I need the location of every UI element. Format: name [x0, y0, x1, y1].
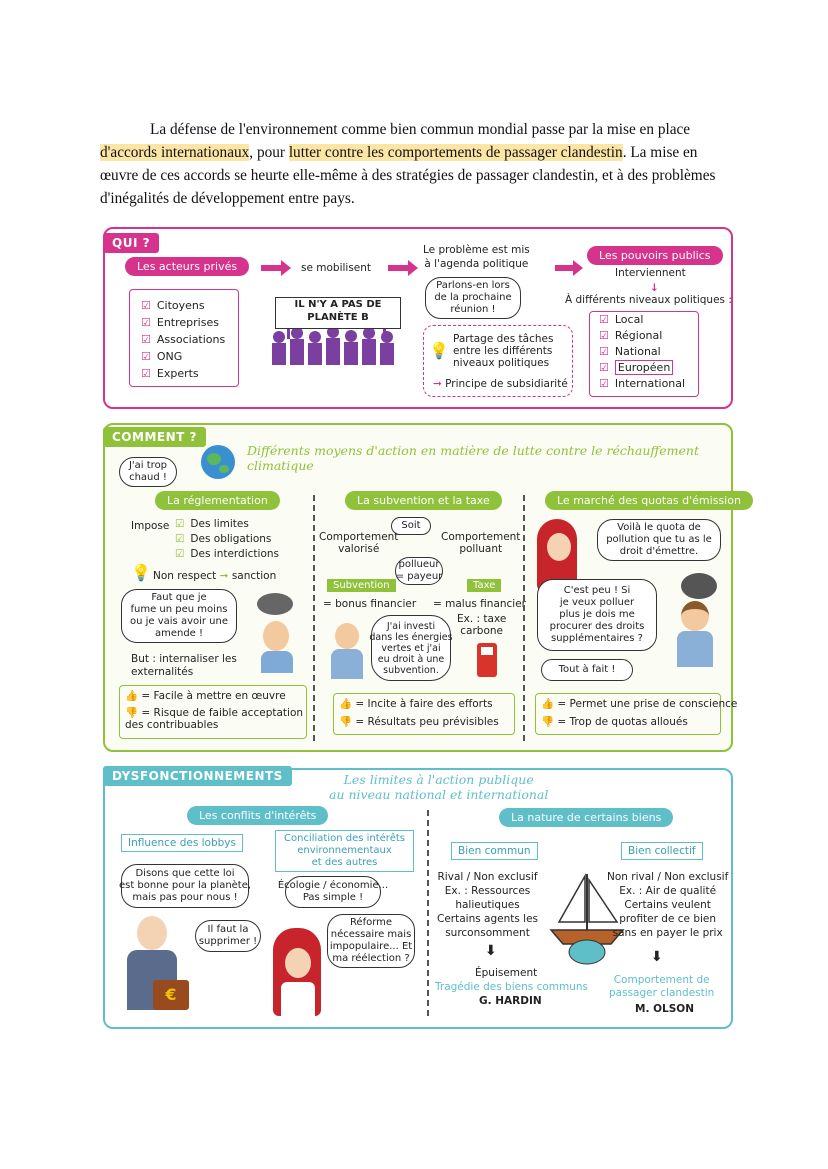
conciliation-box: Conciliation des intérêts environnementaux et des autres — [275, 830, 414, 872]
lightbulb-icon: 💡 — [429, 341, 449, 360]
olson: M. OLSON — [635, 1003, 694, 1015]
down-arrow-icon: ⬇ — [651, 949, 663, 965]
reg-plus: 👍 = Facile à mettre en œuvre — [125, 690, 286, 702]
list-item: ☑ ONG — [141, 350, 183, 363]
soit-bubble: Soit — [391, 517, 431, 535]
list-item: ☑ Local — [599, 313, 644, 326]
pollueur-payeur-bubble: pollueur = payeur — [395, 557, 443, 585]
reunion-bubble: Parlons-en lors de la prochaine réunion ! — [425, 277, 521, 319]
lobbyist-illustration — [121, 916, 191, 1016]
intro-text: . La mise en œuvre de ces accords se heurte elle-même à des stratégies de passager clandestin, et à des problèmes d'inégalités de développement entre pays. — [100, 144, 716, 207]
sub-plus: 👍 = Incite à faire des efforts — [339, 698, 493, 710]
subsidiarite: ➞ Principe de subsidiarité — [433, 378, 568, 390]
hardin: G. HARDIN — [479, 995, 542, 1007]
marianne-illustration — [267, 928, 327, 1020]
subvention-bubble: J'ai investi dans les énergies vertes et j'ai eu droit à une subvention. — [371, 615, 451, 681]
interviennent: Interviennent — [615, 267, 686, 279]
taxe-label: Taxe — [467, 579, 501, 592]
bien-collectif-box: Bien collectif — [621, 842, 703, 860]
divider — [313, 495, 315, 741]
bien-commun-text: Rival / Non exclusif Ex. : Ressources halieutiques Certains agents les surconsomment — [437, 871, 539, 939]
thumbs-up-icon: 👍 — [339, 698, 353, 710]
list-item: ☑ Régional — [599, 329, 663, 342]
passager-clandestin: Comportement de passager clandestin — [609, 974, 715, 999]
arrow-icon: ➞ — [219, 570, 229, 582]
tout-a-fait-bubble: Tout à fait ! — [541, 659, 633, 681]
divider — [427, 810, 429, 1016]
down-arrow-icon: ↓ — [650, 282, 659, 294]
tragedie: Tragédie des biens communs — [435, 981, 588, 993]
ex-taxe-carbone: Ex. : taxe carbone — [457, 613, 507, 637]
epuisement: Épuisement — [475, 967, 538, 979]
impose: Impose — [131, 520, 170, 532]
reg-minus: 👎 = Risque de faible acceptation des contribuables — [125, 707, 304, 731]
reg-list — [175, 517, 279, 562]
dysfonctionnements-panel — [103, 768, 733, 1029]
acteurs-prives-pill: Les acteurs privés — [125, 257, 249, 276]
arrow-icon: ➞ — [433, 378, 446, 390]
quotas-pill: Le marché des quotas d'émission — [545, 491, 753, 510]
non-respect: Non respect ➞ sanction — [153, 570, 277, 582]
qui-tag: QUI ? — [103, 233, 159, 253]
arrow-icon — [388, 265, 410, 271]
intro-text: La défense de l'environnement comme bien commun mondial passe par la mise en place — [150, 121, 691, 138]
sub-minus: 👎 = Résultats peu prévisibles — [339, 716, 499, 728]
differents-niveaux: À différents niveaux politiques : — [565, 294, 732, 306]
thumbs-down-icon: 👎 — [541, 716, 555, 728]
ecologie-bubble: Écologie / économie... Pas simple ! — [285, 876, 381, 908]
down-arrow-icon: ⬇ — [485, 943, 497, 959]
thumbs-down-icon: 👎 — [339, 716, 353, 728]
comportement-valorise: Comportement valorisé — [319, 531, 399, 555]
list-item: ☑ Entreprises — [141, 316, 219, 329]
list-item: ☑ International — [599, 377, 686, 390]
list-item: ☑ Des interdictions — [175, 548, 279, 560]
bien-collectif-text: Non rival / Non exclusif Ex. : Air de qualité Certains veulent profiter de ce bien sans en payer le prix — [607, 871, 729, 939]
list-item: ☑ Associations — [141, 333, 226, 346]
dys-title: Les limites à l'action publique au niveau national et international — [329, 772, 549, 802]
but-internaliser: But : internaliser les externalités — [131, 653, 237, 678]
comment-tag: COMMENT ? — [103, 427, 206, 447]
list-item: ☑ Des limites — [175, 518, 249, 530]
loi-bubble: Disons que cette loi est bonne pour la planète, mais pas pour nous ! — [121, 864, 249, 908]
thumbs-up-icon: 👍 — [125, 690, 139, 702]
earth-icon — [201, 445, 235, 479]
list-item: ☑ Européen — [599, 360, 685, 376]
factory-smoke-icon — [681, 573, 717, 599]
pouvoirs-publics-pill: Les pouvoirs publics — [587, 246, 723, 265]
thumbs-down-icon: 👎 — [125, 707, 139, 719]
businessman-illustration — [327, 621, 367, 681]
briefcase-icon: € — [153, 980, 189, 1010]
bonus-financier: = bonus financier — [323, 598, 417, 610]
qui-panel — [103, 227, 733, 409]
malus-financier: = malus financier — [433, 598, 527, 610]
bien-commun-box: Bien commun — [451, 842, 538, 860]
probleme-agenda: Le problème est mis à l'agenda politique — [423, 244, 530, 270]
intro-highlight-2: lutter contre les comportements de passager clandestin — [288, 144, 623, 161]
divider — [523, 495, 525, 741]
gas-pump-icon — [477, 643, 497, 677]
conflits-pill: Les conflits d'intérêts — [187, 806, 328, 825]
trop-chaud-bubble: J'ai trop chaud ! — [119, 457, 177, 487]
reforme-bubble: Réforme nécessaire mais impopulaire... Et ma réélection ? — [327, 914, 415, 968]
levels-list — [599, 312, 685, 392]
lightbulb-icon: 💡 — [131, 563, 151, 582]
quota-plus: 👍 = Permet une prise de conscience — [541, 698, 738, 710]
intro-highlight-1: d'accords internationaux — [100, 144, 250, 161]
thumbs-up-icon: 👍 — [541, 698, 555, 710]
subvention-label: Subvention — [327, 579, 396, 592]
protest-sign: IL N'Y A PAS DE PLANÈTE B — [275, 297, 401, 329]
se-mobilisent: se mobilisent — [301, 262, 372, 274]
list-item: ☑ National — [599, 345, 661, 358]
comment-panel — [103, 423, 741, 752]
list-item: ☑ Des obligations — [175, 533, 272, 545]
acteurs-list — [141, 297, 225, 382]
supprimer-bubble: Il faut la supprimer ! — [195, 920, 261, 952]
intro-text: , pour — [249, 144, 289, 161]
nature-biens-pill: La nature de certains biens — [499, 808, 673, 827]
protest-illustration — [267, 297, 407, 365]
list-item: ☑ Citoyens — [141, 299, 205, 312]
list-item: ☑ Experts — [141, 367, 199, 380]
partage-text: Partage des tâches entre les différents niveaux politiques — [453, 333, 554, 369]
arrow-icon — [261, 265, 283, 271]
comportement-polluant: Comportement polluant — [441, 531, 521, 555]
young-man-illustration — [675, 601, 715, 671]
comment-title: Différents moyens d'action en matière de lutte contre le réchauffement climatique — [247, 443, 699, 473]
dys-tag: DYSFONCTIONNEMENTS — [103, 766, 292, 786]
quota-minus: 👎 = Trop de quotas alloués — [541, 716, 688, 728]
amende-bubble: Faut que je fume un peu moins ou je vais avoir une amende ! — [121, 589, 237, 643]
quota-bubble: Voilà le quota de pollution que tu as le droit d'émettre. — [597, 519, 721, 561]
lobbys-box: Influence des lobbys — [121, 834, 243, 852]
subvention-pill: La subvention et la taxe — [345, 491, 502, 510]
reglementation-pill: La réglementation — [155, 491, 280, 510]
droits-supplementaires-bubble: C'est peu ! Si je veux polluer plus je dois me procurer des droits supplémentaires ? — [537, 579, 657, 651]
intro-paragraph — [100, 118, 730, 210]
smoking-man-illustration — [255, 593, 305, 673]
arrow-icon — [555, 265, 575, 271]
